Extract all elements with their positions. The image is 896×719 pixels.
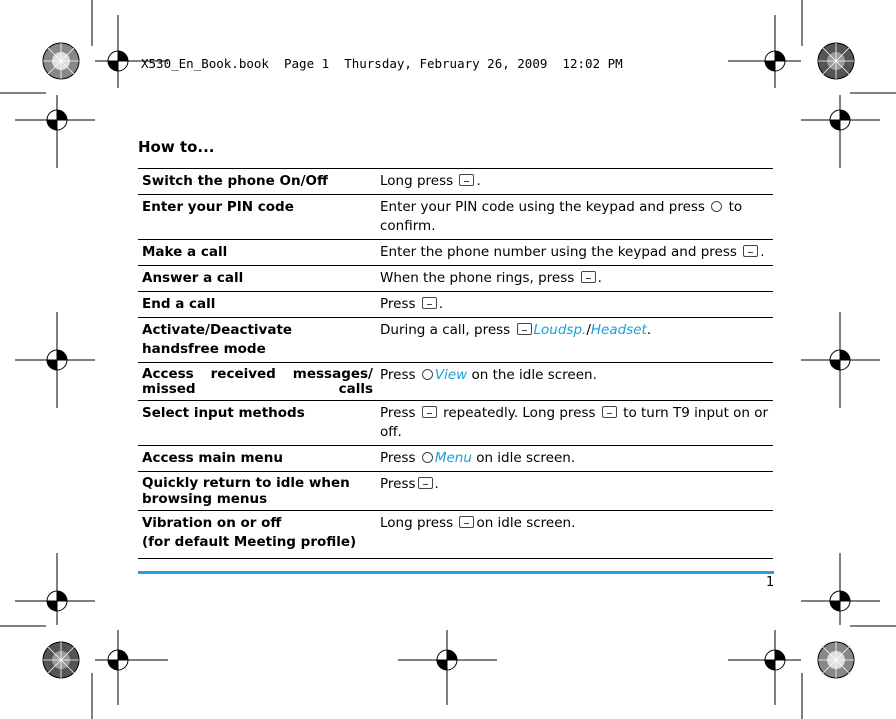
instruction-cell: Press .: [377, 472, 773, 511]
ok-key-icon: [422, 452, 433, 463]
action-cell: Answer a call: [138, 266, 377, 292]
instruction-cell: Enter the phone number using the keypad and press .: [377, 240, 773, 266]
action-cell: Access main menu: [138, 446, 377, 472]
instruction-cell: Long press .: [377, 169, 773, 195]
call-key-icon: [581, 271, 596, 283]
table-row: [138, 195, 773, 240]
menu-option-headset: Headset: [590, 322, 647, 338]
ok-key-icon: [711, 201, 722, 212]
print-header: X530_En_Book.book Page 1 Thursday, February 26, 2009 12:02 PM: [141, 56, 623, 71]
instruction-cell: Press View on the idle screen.: [377, 363, 773, 401]
menu-option-menu: Menu: [434, 450, 472, 466]
table-row: [138, 363, 773, 401]
footer-rule: [138, 571, 774, 574]
instruction-cell: Enter your PIN code using the keypad and press to confirm.: [377, 195, 773, 240]
table-row: [138, 266, 773, 292]
instruction-cell: Long press on idle screen.: [377, 511, 773, 559]
action-cell: Make a call: [138, 240, 377, 266]
hash-key-icon: [459, 516, 474, 528]
action-cell: End a call: [138, 292, 377, 318]
table-row: [138, 169, 773, 195]
star-key-icon: [602, 406, 617, 418]
table-row: [138, 472, 773, 511]
instruction-cell: When the phone rings, press .: [377, 266, 773, 292]
table-row: [138, 292, 773, 318]
instruction-cell: Press Menu on idle screen.: [377, 446, 773, 472]
call-key-icon: [743, 245, 758, 257]
instruction-cell: During a call, press Loudsp./Headset.: [377, 318, 773, 363]
page-number: 1: [766, 575, 775, 590]
howto-table: [138, 168, 773, 559]
table-row: [138, 240, 773, 266]
instruction-cell: Press repeatedly. Long press to turn T9 input on or off.: [377, 401, 773, 446]
page-title: How to...: [138, 138, 215, 156]
table-row: [138, 318, 773, 363]
menu-option-view: View: [434, 367, 468, 383]
action-cell: Vibration on or off (for default Meeting profile): [138, 511, 377, 559]
action-cell: Enter your PIN code: [138, 195, 377, 240]
action-cell: Quickly return to idle when browsing menus: [138, 472, 377, 511]
action-cell: Activate/Deactivate handsfree mode: [138, 318, 377, 363]
action-cell: Select input methods: [138, 401, 377, 446]
action-cell: Switch the phone On/Off: [138, 169, 377, 195]
instruction-cell: Press .: [377, 292, 773, 318]
end-key-icon: [418, 477, 433, 489]
action-cell: Access received messages/ missed calls: [138, 363, 377, 401]
table-row: [138, 401, 773, 446]
end-key-icon: [422, 297, 437, 309]
star-key-icon: [422, 406, 437, 418]
table-row: [138, 511, 773, 559]
end-key-icon: [459, 174, 474, 186]
ok-key-icon: [422, 369, 433, 380]
softkey-icon: [517, 323, 532, 335]
menu-option-loudsp: Loudsp.: [533, 322, 587, 338]
table-row: [138, 446, 773, 472]
